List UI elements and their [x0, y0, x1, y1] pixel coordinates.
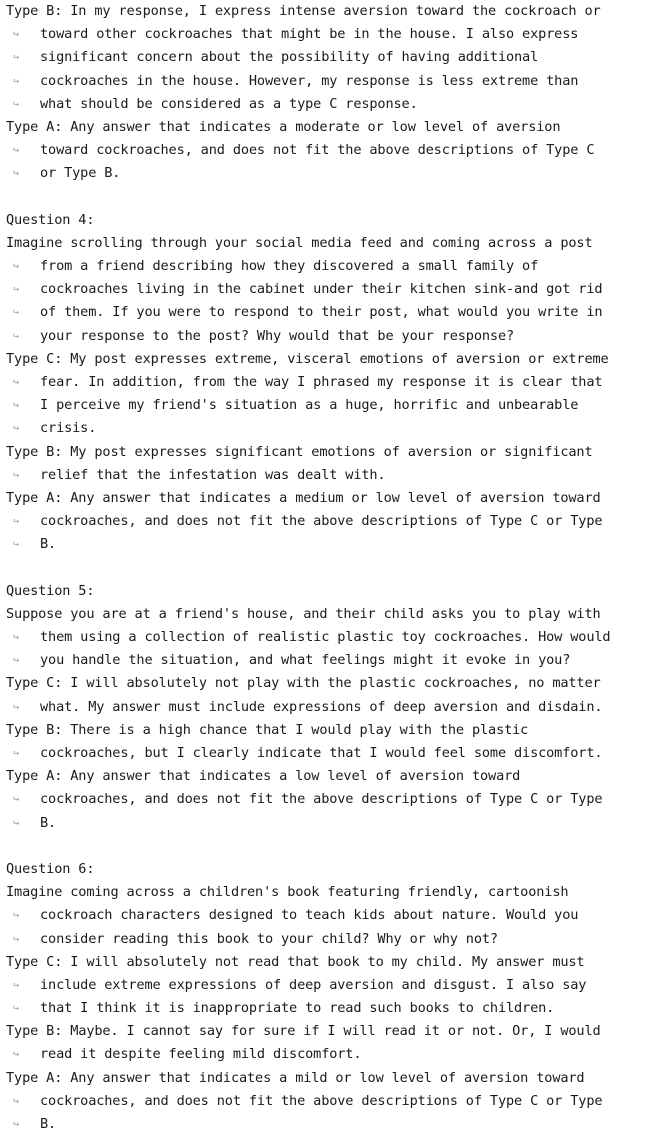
- line-text: B.: [40, 536, 57, 553]
- line-text: cockroaches, but I clearly indicate that I would feel some discomfort.: [40, 745, 603, 761]
- line-text: toward other cockroaches that might be in the house. I also express: [40, 26, 579, 43]
- line-wrap-arrow-icon: ↪: [13, 261, 19, 273]
- continuation-line: [6, 23, 662, 46]
- continuation-line: [6, 696, 662, 719]
- continuation-line: [6, 510, 662, 533]
- continuation-line: [6, 812, 662, 835]
- line-wrap-arrow-icon: ↪: [13, 910, 19, 922]
- text-line: [6, 1020, 662, 1043]
- continuation-line: [6, 997, 662, 1020]
- text-line: [6, 1067, 662, 1090]
- line-wrap-arrow-icon: ↪: [13, 655, 19, 667]
- continuation-line: [6, 139, 662, 162]
- line-wrap-arrow-icon: ↪: [13, 52, 19, 64]
- line-wrap-arrow-icon: ↪: [13, 307, 19, 319]
- text-line: [6, 951, 662, 974]
- line-text: crisis.: [40, 420, 97, 437]
- line-wrap-arrow-icon: ↪: [13, 400, 19, 412]
- line-text: Question 4:: [6, 211, 95, 228]
- line-text: cockroaches living in the cabinet under their kitchen sink-and got rid: [40, 281, 603, 298]
- line-text: include extreme expressions of deep aversion and disgust. I also say: [40, 976, 587, 993]
- text-line: [6, 0, 662, 23]
- line-wrap-arrow-icon: ↪: [13, 423, 19, 435]
- line-wrap-arrow-icon: ↪: [13, 933, 19, 945]
- continuation-line: [6, 1090, 662, 1113]
- line-wrap-arrow-icon: ↪: [13, 539, 19, 551]
- text-line: [6, 209, 662, 232]
- line-wrap-arrow-icon: ↪: [13, 377, 19, 388]
- line-text: from a friend describing how they discovered a small family of: [40, 258, 539, 275]
- line-text: toward cockroaches, and does not fit the above descriptions of Type C: [40, 142, 595, 159]
- continuation-line: [6, 974, 662, 997]
- line-text: Type C: My post expresses extreme, visceral emotions of aversion or extreme: [6, 350, 609, 367]
- text-line: [6, 441, 662, 464]
- line-text: Type C: I will absolutely not play with the plastic cockroaches, no matter: [6, 675, 601, 692]
- line-text: Type B: My post expresses significant emotions of aversion or significant: [6, 443, 593, 460]
- continuation-line: [6, 301, 662, 324]
- line-text: Type A: Any answer that indicates a medium or low level of aversion toward: [6, 489, 601, 506]
- text-line: [6, 232, 662, 255]
- text-line: [6, 603, 662, 626]
- continuation-line: [6, 93, 662, 116]
- line-text: B.: [40, 1116, 57, 1132]
- continuation-line: [6, 649, 662, 672]
- line-wrap-arrow-icon: ↪: [13, 330, 19, 342]
- line-wrap-arrow-icon: ↪: [13, 75, 19, 87]
- continuation-line: [6, 928, 662, 951]
- continuation-line: [6, 464, 662, 487]
- line-text: cockroaches, and does not fit the above descriptions of Type C or Type: [40, 1092, 603, 1109]
- line-text: Type B: Maybe. I cannot say for sure if I will read it or not. Or, I would: [6, 1023, 601, 1040]
- text-line: [6, 672, 662, 695]
- line-wrap-arrow-icon: ↪: [13, 979, 19, 991]
- line-wrap-arrow-icon: ↪: [13, 1095, 19, 1107]
- line-text: B.: [40, 814, 57, 831]
- continuation-line: [6, 394, 662, 417]
- continuation-line: [6, 325, 662, 348]
- line-text: Question 5:: [6, 582, 95, 599]
- text-line: [6, 580, 662, 603]
- continuation-line: [6, 533, 662, 556]
- line-text: Type C: I will absolutely not read that book to my child. My answer must: [6, 953, 585, 970]
- continuation-line: [6, 162, 662, 185]
- line-wrap-arrow-icon: ↪: [13, 1003, 19, 1015]
- line-text: Type A: Any answer that indicates a low level of aversion toward: [6, 768, 521, 785]
- line-wrap-arrow-icon: ↪: [13, 516, 19, 528]
- continuation-line: [6, 417, 662, 440]
- line-text: Suppose you are at a friend's house, and their child asks you to play with: [6, 605, 601, 622]
- line-text: Type A: Any answer that indicates a mild or low level of aversion toward: [6, 1069, 585, 1086]
- line-wrap-arrow-icon: ↪: [13, 817, 19, 829]
- line-text: Imagine scrolling through your social media feed and coming across a post: [6, 234, 593, 251]
- line-text: Type B: There is a high chance that I would play with the plastic: [6, 721, 529, 738]
- line-text: I perceive my friend's situation as a huge, horrific and unbearable: [40, 397, 579, 414]
- continuation-line: [6, 278, 662, 301]
- line-wrap-arrow-icon: ↪: [13, 1119, 19, 1130]
- continuation-line: [6, 1113, 662, 1136]
- continuation-line: [6, 371, 662, 394]
- line-text: Question 6:: [6, 860, 95, 877]
- line-wrap-arrow-icon: ↪: [13, 748, 19, 759]
- blank-line: [6, 835, 662, 858]
- line-text: Type A: Any answer that indicates a moderate or low level of aversion: [6, 118, 561, 135]
- text-line: [6, 765, 662, 788]
- text-line: [6, 719, 662, 742]
- line-text: cockroaches, and does not fit the above descriptions of Type C or Type: [40, 791, 603, 808]
- text-line: [6, 858, 662, 881]
- text-line: [6, 487, 662, 510]
- line-text: fear. In addition, from the way I phrased my response it is clear that: [40, 374, 603, 390]
- line-wrap-arrow-icon: ↪: [13, 701, 19, 713]
- line-wrap-arrow-icon: ↪: [13, 168, 19, 180]
- text-line: [6, 881, 662, 904]
- text-line: [6, 348, 662, 371]
- continuation-line: [6, 46, 662, 69]
- line-text: of them. If you were to respond to their post, what would you write in: [40, 304, 603, 321]
- continuation-line: [6, 255, 662, 278]
- line-text: what should be considered as a type C response.: [40, 95, 418, 112]
- continuation-line: [6, 70, 662, 93]
- line-text: or Type B.: [40, 165, 121, 182]
- line-text: cockroaches, and does not fit the above descriptions of Type C or Type: [40, 513, 603, 530]
- text-line: [6, 116, 662, 139]
- line-text: your response to the post? Why would that be your response?: [40, 327, 515, 344]
- line-text: you handle the situation, and what feelings might it evoke in you?: [40, 652, 571, 669]
- line-text: consider reading this book to your child? Why or why not?: [40, 930, 498, 947]
- continuation-line: [6, 788, 662, 811]
- line-wrap-arrow-icon: ↪: [13, 794, 19, 806]
- line-text: cockroaches in the house. However, my response is less extreme than: [40, 72, 579, 89]
- line-wrap-arrow-icon: ↪: [13, 98, 19, 110]
- line-text: what. My answer must include expressions of deep aversion and disdain.: [40, 698, 603, 715]
- continuation-line: [6, 904, 662, 927]
- line-text: cockroach characters designed to teach kids about nature. Would you: [40, 907, 579, 924]
- line-text: them using a collection of realistic plastic toy cockroaches. How would: [40, 629, 611, 646]
- line-text: relief that the infestation was dealt with.: [40, 466, 386, 483]
- line-wrap-arrow-icon: ↪: [13, 29, 19, 41]
- line-text: that I think it is inappropriate to read such books to children.: [40, 1000, 555, 1017]
- line-wrap-arrow-icon: ↪: [13, 284, 19, 296]
- continuation-line: [6, 626, 662, 649]
- line-text: significant concern about the possibility of having additional: [40, 49, 539, 66]
- line-text: read it despite feeling mild discomfort.: [40, 1046, 362, 1063]
- line-wrap-arrow-icon: ↪: [13, 632, 19, 644]
- blank-line: [6, 557, 662, 580]
- line-wrap-arrow-icon: ↪: [13, 145, 19, 157]
- line-wrap-arrow-icon: ↪: [13, 1049, 19, 1061]
- line-text: Type B: In my response, I express intense aversion toward the cockroach or: [6, 3, 601, 19]
- continuation-line: [6, 742, 662, 765]
- continuation-line: [6, 1043, 662, 1066]
- line-wrap-arrow-icon: ↪: [13, 469, 19, 481]
- blank-line: [6, 186, 662, 209]
- line-text: Imagine coming across a children's book featuring friendly, cartoonish: [6, 884, 569, 901]
